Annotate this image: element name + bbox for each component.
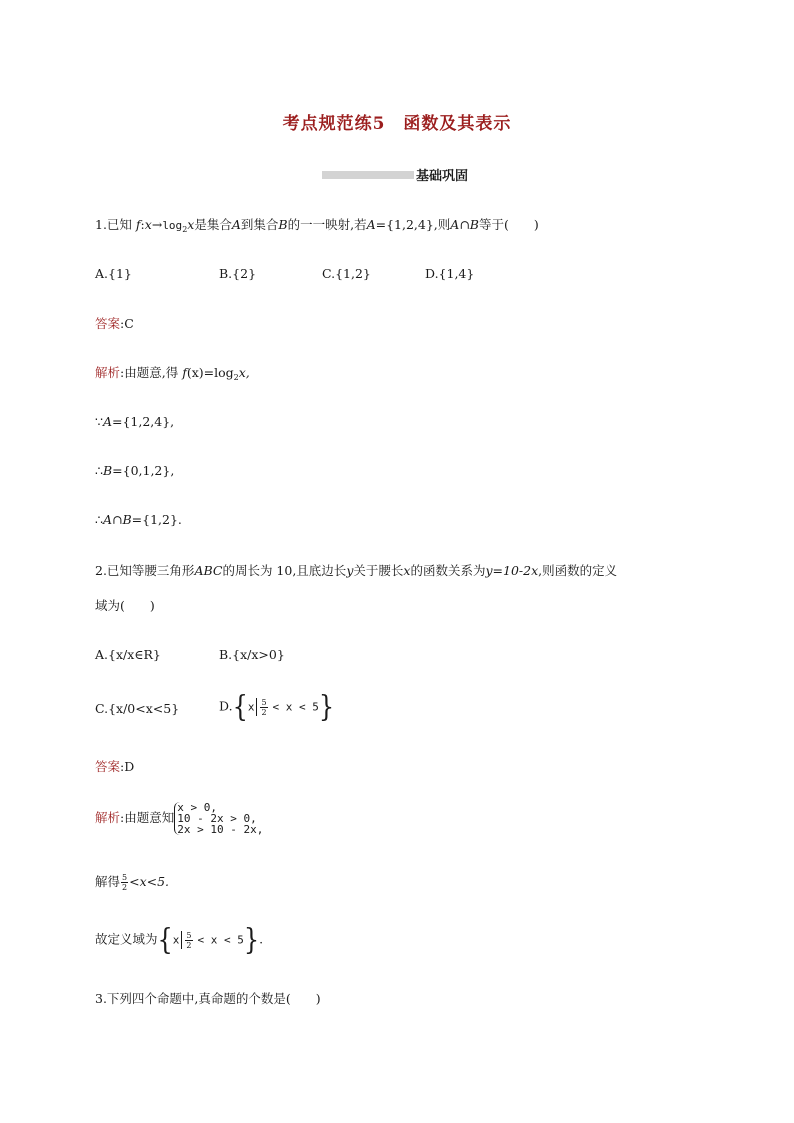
- answer-label: 答案: [95, 759, 121, 774]
- q2-analysis-line3: 故定义域为{x $\frac{5}{2}$ < x < 5}.: [95, 923, 264, 957]
- q1-option-c: C.{1,2}: [322, 266, 371, 281]
- analysis-label: 解析: [95, 365, 121, 380]
- analysis-label: 解析: [95, 810, 121, 825]
- q2-option-a: A.{x/x∈R}: [95, 647, 161, 662]
- q1-option-b: B.{2}: [219, 266, 257, 281]
- section-label: 基础巩固: [416, 169, 469, 184]
- q1-analysis-line3: ∴B={0,1,2},: [95, 463, 175, 478]
- q2-stem-line1: 2.已知等腰三角形ABC的周长为 10,且底边长y关于腰长x的函数关系为y=10-2x,则函数的定义: [95, 563, 618, 578]
- answer-label: 答案: [95, 316, 121, 331]
- inequality-system: x > 0, 10 - 2x > 0, 2x > 10 - 2x,: [174, 802, 263, 835]
- q1-analysis-line2: ∵A={1,2,4},: [95, 414, 175, 429]
- q1-analysis-line4: ∴A∩B={1,2}.: [95, 512, 182, 527]
- q2-stem-line2: 域为( ): [95, 598, 155, 613]
- q3-stem: 3.下列四个命题中,真命题的个数是( ): [95, 991, 321, 1006]
- q1-answer: 答案:C: [95, 316, 134, 331]
- q2-analysis-line2: 解得 $\frac{5}{2}$ <x<5.: [95, 873, 170, 892]
- q1-stem: 1.已知 $f:x\to\log_2x$是集合A到集合B的一一映射,若A={1,2,4},则A∩B等于( ): [95, 217, 539, 234]
- page-title: 考点规范练5 函数及其表示: [282, 114, 512, 134]
- q2-option-b: B.{x/x>0}: [219, 647, 285, 662]
- q2-answer: 答案:D: [95, 759, 135, 774]
- section-bar: [322, 171, 414, 179]
- q1-option-a: A.{1}: [95, 266, 132, 281]
- q2-option-c: C.{x/0<x<5}: [95, 701, 180, 716]
- q1-analysis-line1: 解析:由题意,得 $f(x)=\log_2x$,: [95, 365, 250, 382]
- q2-option-d: D.{x $\frac{5}{2}$ < x < 5}: [219, 690, 335, 724]
- q1-option-d: D.{1,4}: [425, 266, 475, 281]
- q2-analysis-line1: 解析:由题意知 x > 0, 10 - 2x > 0, 2x > 10 - 2x,: [95, 801, 264, 836]
